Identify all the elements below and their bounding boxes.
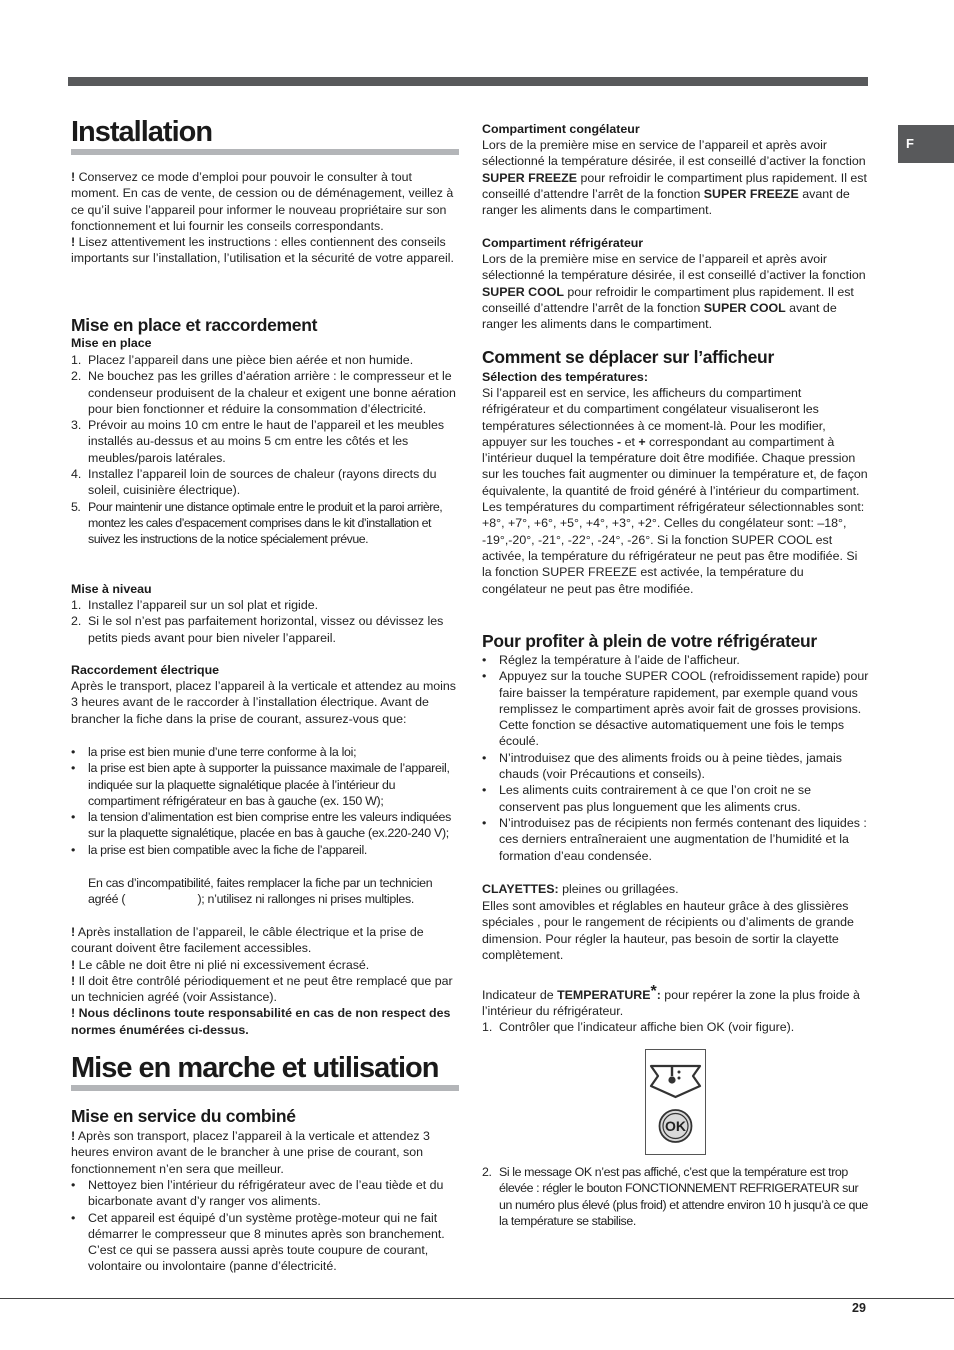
list-item: 1. Placez l’appareil dans une pièce bien aérée et non humide. (71, 353, 414, 367)
start-bullets (71, 1177, 461, 1275)
list-item: • N’introduisez que des aliments froids ou à peine tièdes, jamais chauds (voir Précautions et conseils). (482, 750, 842, 782)
list-item: • la prise est bien munie d’une terre conforme à la loi; (71, 745, 357, 759)
subheading-placement: Mise en place (71, 336, 152, 350)
shelves-text: Elles sont amovibles et réglables en hauteur grâce à des glissières spéciales , pour le rangement de récipients ou d’aliments de grande dimension. Pour régler la hauteur, pas besoin de sortir la clayette complètement. (482, 899, 854, 962)
ok-label: OK (665, 1118, 686, 1134)
list-item: • Réglez la température à l’aide de l’afficheur. (482, 653, 740, 667)
list-item: 1. Contrôler que l’indicateur affiche bien OK (voir figure). (482, 1020, 795, 1034)
language-tab: F (898, 125, 954, 163)
thermometer-icon (646, 1050, 705, 1154)
top-bar (68, 77, 868, 86)
heading-placement: Mise en place et raccordement (71, 315, 318, 335)
indicator-text: Indicateur de TEMPERATURE*: pour repérer la zone la plus froide à l’intérieur du réfrigérateur. (482, 983, 860, 1019)
list-item: • Nettoyez bien l’intérieur du réfrigérateur avec de l’eau tiède et du bicarbonate avant d’y ranger vos aliments. (71, 1178, 444, 1209)
section-title-installation: Installation (71, 116, 213, 148)
subheading-level: Mise à niveau (71, 582, 152, 596)
electric-text: Après le transport, placez l’appareil à la verticale et attendez au moins 3 heures avant de le raccorder à l’installation électrique. Avant de brancher la fiche dans la prise de courant, assurez-vous que: (71, 679, 457, 726)
indicator-step-2 (482, 1164, 874, 1229)
list-item: • Appuyez sur la touche SUPER COOL (refroidissement rapide) pour faire baisser la température rapidement, par exemple quand vous remplissez le compartiment après avoir fait de grosses provisions. Cette fonction se désactive automatiquement une fois le temps écoulé. (482, 669, 869, 749)
title-rule (71, 1085, 459, 1091)
heading-tips: Pour profiter à plein de votre réfrigérateur (482, 631, 817, 651)
temperature-indicator-figure (645, 1049, 706, 1155)
list-item: 2. Ne bouchez pas les grilles d’aération arrière : le compresseur et le condenseur produisent de la chaleur et exigent une bonne aération pour bien fonctionner et réduire la consommation d’électricité. (71, 369, 456, 416)
list-item: • la tension d’alimentation est bien comprise entre les valeurs indiquées sur la plaquette signalétique, placée en bas à gauche (ex.220-240 V); (71, 810, 452, 841)
fridge-text: Lors de la première mise en service de l’appareil et après avoir sélectionné la température désirée, il est conseillé d’activer la fonction SUPER COOL pour refroidir le compartiment plus rapidement. Il est conseillé d’attendre l’arrêt de la fonction SUPER COOL avant de ranger les aliments dans le compartiment. (482, 252, 866, 332)
subheading-electric: Raccordement électrique (71, 663, 220, 677)
incompatibility-note: En cas d’incompatibilité, faites remplacer la fiche par un technicien agréé ( ); n’utilisez ni rallonges ni prises multiples. (88, 876, 436, 907)
list-item: • la prise est bien apte à supporter la puissance maximale de l’appareil, indiquée sur la plaquette signalétique placée à l’intérieur du compartiment réfrigérateur en bas à gauche (ex. 150 W); (71, 761, 450, 808)
list-item: 2. Si le message OK n’est pas affiché, c’est que la température est trop élevée : régler le bouton FONCTIONNEMENT REFRIGERATEUR sur un numéro plus élevé (plus froid) et attendre environ 10 h jusqu’à ce que la température se stabilise. (482, 1165, 868, 1228)
tips-bullets (482, 652, 870, 864)
heading-display: Comment se déplacer sur l’afficheur (482, 347, 774, 367)
subheading-freezer: Compartiment congélateur (482, 122, 640, 136)
electric-warnings: ! Après installation de l’appareil, le câble électrique et la prise de courant doivent être facilement accessibles. ! Le câble ne doit être ni plié ni excessivement écrasé. ! Il doit être contrôlé périodiquement et ne peut être remplacé que par un technicien agréé (voir Assistance). ! Nous déclinons toute responsabilité en cas de non respect des normes énumérées ci-dessus. (71, 924, 461, 1038)
electric-bullets (71, 744, 461, 858)
footer-rule (0, 1298, 954, 1299)
page-number: 29 (852, 1301, 866, 1315)
start-text: ! Après son transport, placez l’appareil à la verticale et attendez 3 heures environ avant de le brancher à une prise de courant, son fonctionnement n’en sera que meilleur. (71, 1129, 430, 1176)
heading-start: Mise en service du combiné (71, 1106, 296, 1126)
list-item: 5. Pour maintenir une distance optimale entre le produit et la paroi arrière, montez les cales d’espacement comprises dans le kit d’installation et suivez les instructions de la notice spécialement prévue. (71, 499, 443, 547)
subheading-fridge: Compartiment réfrigérateur (482, 236, 644, 250)
level-list (71, 597, 461, 646)
display-text: Si l’appareil est en service, les afficheurs du compartiment réfrigérateur et du compartiment congélateur visualiseront les températures sélectionnées à ce moment-là. Pour les modifier, appuyer sur les touches - et + correspondant au compartiment à l’intérieur duquel la température doit être modifiée. Chaque pression sur les touches fait augmenter ou diminuer la température et, de façon équivalente, la quantité de froid généré à l’intérieur du compartiment. Les températures du compartiment réfrigérateur sélectionnables sont: +8°, +7°, +6°, +5°, +4°, +3°, +2°. Celles du congélateur sont: –18°, -19°,-20°, -21°, -22°, -24°, -26°. Si la fonction SUPER COOL est activée, la température du réfrigérateur ne peut pas être modifiée. Si la fonction SUPER FREEZE est activée, la température du congélateur ne peut pas être modifiée. (482, 386, 868, 596)
section-title-start: Mise en marche et utilisation (71, 1052, 439, 1084)
shelves-label: CLAYETTES: pleines ou grillagées. (482, 882, 679, 896)
list-item: 1. Installez l’appareil sur un sol plat et rigide. (71, 598, 319, 612)
list-item: 3. Prévoir au moins 10 cm entre le haut de l’appareil et les meubles installés au-dessus et au moins 5 cm entre les côtés et les meubles/parois latérales. (71, 418, 445, 465)
list-item: • N’introduisez pas de récipients non fermés contenant des liquides : ces derniers entraîneraient une augmentation de l’humidité et la formation d’eau condensée. (482, 815, 867, 863)
list-item: • la prise est bien compatible avec la fiche de l’appareil. (71, 842, 368, 857)
list-item: • Cet appareil est équipé d’un système protège-moteur qui ne fait démarrer le compresseur que 8 minutes après son branchement. C’est ce qui se passera aussi après toute coupure de courant, volontaire ou involontaire (panne d’électricité. (71, 1210, 445, 1274)
freezer-text: Lors de la première mise en service de l’appareil et après avoir sélectionné la température désirée, il est conseillé d’activer la fonction SUPER FREEZE pour refroidir le compartiment plus rapidement. Il est conseillé d’attendre l’arrêt de la fonction SUPER FREEZE avant de ranger les aliments dans le compartiment. (482, 138, 867, 218)
list-item: 4. Installez l’appareil loin de sources de chaleur (rayons directs du soleil, cuisinière électrique). (71, 467, 437, 498)
disclaimer: ! Nous déclinons toute responsabilité en cas de non respect des normes énumérées ci-dessus. (71, 1006, 451, 1037)
list-item: • Les aliments cuits contrairement à ce que l’on croit ne se conservent pas plus longuement que les aliments crus. (482, 783, 811, 814)
placement-list (71, 352, 461, 548)
intro-text: ! Conservez ce mode d’emploi pour pouvoir le consulter à tout moment. En cas de vente, de cession ou de déménagement, veillez à ce qu’il suive l’appareil pour informer le nouveau propriétaire sur son fonctionnement et lui fournir les conseils correspondants. ! Lisez attentivement les instructions : elles contiennent des conseils importants sur l’installation, l’utilisation et la sécurité de votre appareil. (71, 170, 454, 266)
list-item: 2. Si le sol n’est pas parfaitement horizontal, vissez ou dévissez les petits pieds avant pour bien niveler l’appareil. (71, 614, 444, 645)
title-rule (71, 149, 459, 155)
subheading-temperatures: Sélection des températures: (482, 370, 648, 384)
indicator-step-1 (482, 1019, 870, 1035)
